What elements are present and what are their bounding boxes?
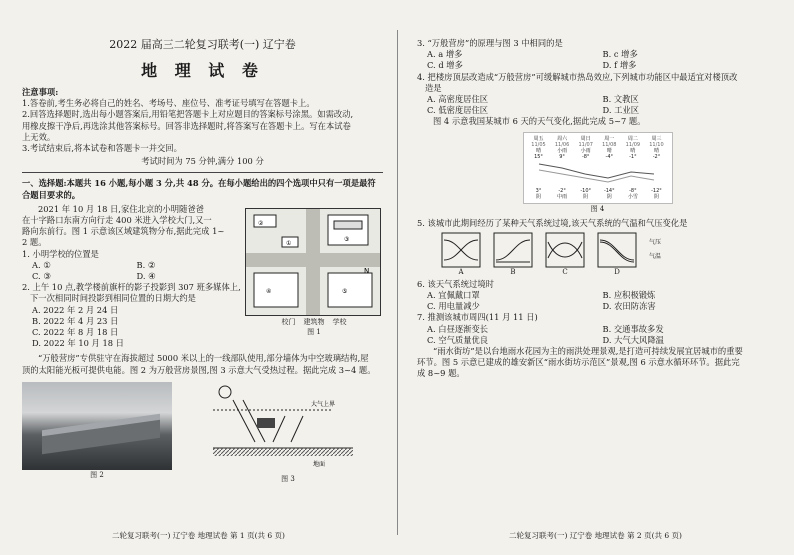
page-footer: 二轮复习联考(一) 辽宁卷 地理试卷 第 1 页(共 6 页) <box>112 531 285 540</box>
option: A. ① <box>32 259 51 270</box>
legend-item: 学校 <box>332 317 347 326</box>
figure-3-caption: 图 3 <box>281 474 295 483</box>
option: C. ③ <box>32 271 51 282</box>
time-score: 考试时间为 75 分钟,满分 100 分 <box>141 156 264 167</box>
option: B. c 增多 <box>602 49 638 60</box>
passage-line: 环节。图 5 示意已建成的雄安新区“雨水街坊示范区”景观,图 6 示意水循环环节。据此完 <box>417 357 740 368</box>
option: A. 高密度居住区 <box>427 94 489 105</box>
svg-text:⑤: ⑤ <box>341 287 348 295</box>
page-footer: 二轮复习联考(一) 辽宁卷 地理试卷 第 2 页(共 6 页) <box>509 531 682 540</box>
svg-text:③: ③ <box>343 235 350 243</box>
option-graph-d <box>597 232 637 268</box>
passage-line: 路向东前行。图 1 示意该区域建筑物分布,据此完成 1~ <box>22 226 225 237</box>
option: D. 农田防冻害 <box>602 301 656 312</box>
passage-line: 在十字路口东南方向行走 400 米进入学校大门,又一 <box>22 215 212 226</box>
figure-1-map <box>245 208 381 316</box>
notice-line: 用橡皮擦干净后,再选涂其他答案标号。回答非选择题时,将答案写在答题卡上。写在本试卷 <box>22 120 351 131</box>
weather-cell: -4° <box>605 153 614 160</box>
weather-row-bottom <box>529 194 667 200</box>
svg-text:②: ② <box>257 219 264 227</box>
passage-line: 图 4 示意我国某城市 6 天的天气变化,据此完成 5~7 题。 <box>433 116 646 127</box>
option: B. 交通事故多发 <box>602 323 664 334</box>
figure-2-caption: 图 2 <box>90 470 104 479</box>
weather-cell: -1° <box>629 153 637 160</box>
option-graph-c <box>545 232 585 268</box>
weather-cell: 周一 <box>604 135 615 142</box>
weather-cell: 11/06 <box>554 141 570 148</box>
figure-4-weather <box>523 132 673 204</box>
svg-text:④: ④ <box>265 287 272 295</box>
option: D. ④ <box>136 271 156 282</box>
svg-text:N: N <box>363 266 370 275</box>
option: D. 工业区 <box>602 105 640 116</box>
option-label: A <box>458 267 464 276</box>
passage-line: 成 8~9 题。 <box>417 368 465 379</box>
legend-pressure: 气压 <box>649 238 662 246</box>
notice-line: 3.考试结束后,将本试卷和答题卡一并交回。 <box>22 143 182 154</box>
weather-cell: 晴 <box>630 147 636 154</box>
question-6: 6. 该天气系统过境时 <box>417 278 494 289</box>
weather-cell: -12° <box>651 187 662 194</box>
figure-2-photo <box>22 382 172 470</box>
weather-cell: 3° <box>535 187 542 194</box>
passage-line: 2 题。 <box>22 237 47 248</box>
weather-cell: 11/10 <box>649 141 664 148</box>
option: A. a 增多 <box>427 49 463 60</box>
question-4: 4. 把楼房顶层改造成“万般营房”可缓解城市热岛效应,下列城市功能区中最适宜对楼顶改 <box>417 71 738 82</box>
legend-item: 建筑物 <box>303 317 325 326</box>
weather-cell: 11/05 <box>531 141 546 148</box>
option: A. 白昼逐渐变长 <box>427 323 489 334</box>
weather-cell: 周六 <box>557 135 568 142</box>
option: B. 文教区 <box>602 94 639 105</box>
notice-line: 1.答卷前,考生务必将自己的姓名、考场号、座位号、准考证号填写在答题卡上。 <box>22 98 315 109</box>
exam-subtitle: 地 理 试 卷 <box>141 61 264 80</box>
question-4-cont: 造是 <box>425 82 442 93</box>
notice-line: 2.回答选择题时,选出每小题答案后,用铅笔把答题卡上对应题目的答案标号涂黑。如需改动, <box>22 109 354 120</box>
figure-4-caption: 图 4 <box>590 204 605 213</box>
option-label: B <box>510 267 516 276</box>
weather-cell: 阴 <box>606 193 612 200</box>
weather-cell: 11/08 <box>602 141 617 148</box>
weather-cell: 阴 <box>653 193 659 200</box>
weather-cell: 周五 <box>533 135 544 142</box>
option-label: C <box>562 267 568 276</box>
right-page <box>397 0 794 555</box>
option: C. 低密度居住区 <box>427 105 489 116</box>
weather-cell: 阴 <box>583 193 589 200</box>
option: C. d 增多 <box>427 60 463 71</box>
legend-item: 校门 <box>281 317 296 326</box>
option: B. 2022 年 4 月 23 日 <box>32 315 119 326</box>
weather-cell: 11/09 <box>625 141 641 148</box>
option-graph-b <box>493 232 533 268</box>
option: D. f 增多 <box>602 60 637 71</box>
passage-line: 顶的太阳能光板可提供电能。图 2 为万般营房景图,图 3 示意大气受热过程。据此完成 3~4 题。 <box>22 364 376 375</box>
question-7: 7. 推测该城市周四(11 月 11 日) <box>417 312 538 323</box>
weather-cell: 周三 <box>651 135 662 142</box>
option: B. 应积极锻炼 <box>602 290 656 301</box>
option-graph-a <box>441 232 481 268</box>
temperature-curve <box>529 160 667 184</box>
section-heading: 一、选择题:本题共 16 小题,每小题 3 分,共 48 分。在每小题给出的四个选项中只有一项是最符合题目要求的。 <box>22 178 376 200</box>
weather-cell: 小雪 <box>627 193 638 200</box>
option: A. 2022 年 2 月 24 日 <box>32 304 119 315</box>
separator <box>22 172 383 173</box>
legend-temperature: 气温 <box>649 252 662 260</box>
weather-cell: 小雨 <box>580 147 591 154</box>
weather-cell: 晴 <box>535 147 541 154</box>
weather-cell: -2° <box>652 153 661 160</box>
option-label: D <box>614 267 620 276</box>
atm-label: 大气上界 <box>311 400 336 408</box>
passage-line: 2021 年 10 月 18 日,家住北京的小明随爸爸 <box>38 203 204 214</box>
passage-line: “雨水街坊”是以台地雨水花园为主的雨洪处理景观,是打造可持续发展宜居城市的重要 <box>433 346 743 357</box>
weather-cell: -2° <box>558 187 566 194</box>
svg-text:①: ① <box>285 239 292 247</box>
weather-cell: 15° <box>534 153 543 160</box>
notice-heading: 注意事项: <box>22 87 59 97</box>
weather-cell: -14° <box>603 187 615 194</box>
weather-cell: 小雨 <box>557 147 568 154</box>
notice-line: 上无效。 <box>22 131 56 142</box>
weather-cell: 晴 <box>653 147 659 154</box>
question-2-cont: 下一次相同时间投影到相同位置的日期大约是 <box>30 293 196 304</box>
weather-cell: 中雨 <box>557 193 568 200</box>
weather-cell: -10° <box>580 187 592 194</box>
question-1: 1. 小明学校的位置是 <box>22 248 99 259</box>
weather-cell: 晴 <box>606 147 612 154</box>
option: B. ② <box>136 259 156 270</box>
figure-1-caption: 图 1 <box>307 327 321 336</box>
option: C. 用电量减少 <box>427 301 480 312</box>
weather-cell: 阴 <box>535 193 541 200</box>
question-5: 5. 该城市此期间经历了某种天气系统过境,该天气系统的气温和气压变化是 <box>417 217 688 228</box>
option: C. 空气质量优良 <box>427 334 489 345</box>
weather-cell: -8° <box>629 187 637 194</box>
figure-3-diagram <box>213 382 363 470</box>
weather-cell: 9° <box>559 153 565 160</box>
option: D. 大气大风降温 <box>602 334 664 345</box>
option: C. 2022 年 8 月 18 日 <box>32 327 119 338</box>
option: A. 宜佩戴口罩 <box>427 290 480 301</box>
weather-cell: 周日 <box>580 135 591 142</box>
ground-label: 地面 <box>313 460 326 468</box>
weather-cell: 周二 <box>627 135 638 142</box>
weather-cell: 11/07 <box>578 141 593 148</box>
exam-title: 2022 届高三二轮复习联考(一) 辽宁卷 <box>109 38 296 51</box>
option: D. 2022 年 10 月 18 日 <box>32 338 124 349</box>
weather-cell: -8° <box>581 153 590 160</box>
question-3: 3. “万般营房”的原理与图 3 中相同的是 <box>417 38 563 48</box>
question-2: 2. 上午 10 点,教学楼前旗杆的影子投影到 307 班多媒体上, <box>22 282 241 293</box>
passage-line: “万般营房”专供驻守在海拔超过 5000 米以上的一线部队使用,部分墙体为中空玻璃结构,屋 <box>38 353 369 364</box>
